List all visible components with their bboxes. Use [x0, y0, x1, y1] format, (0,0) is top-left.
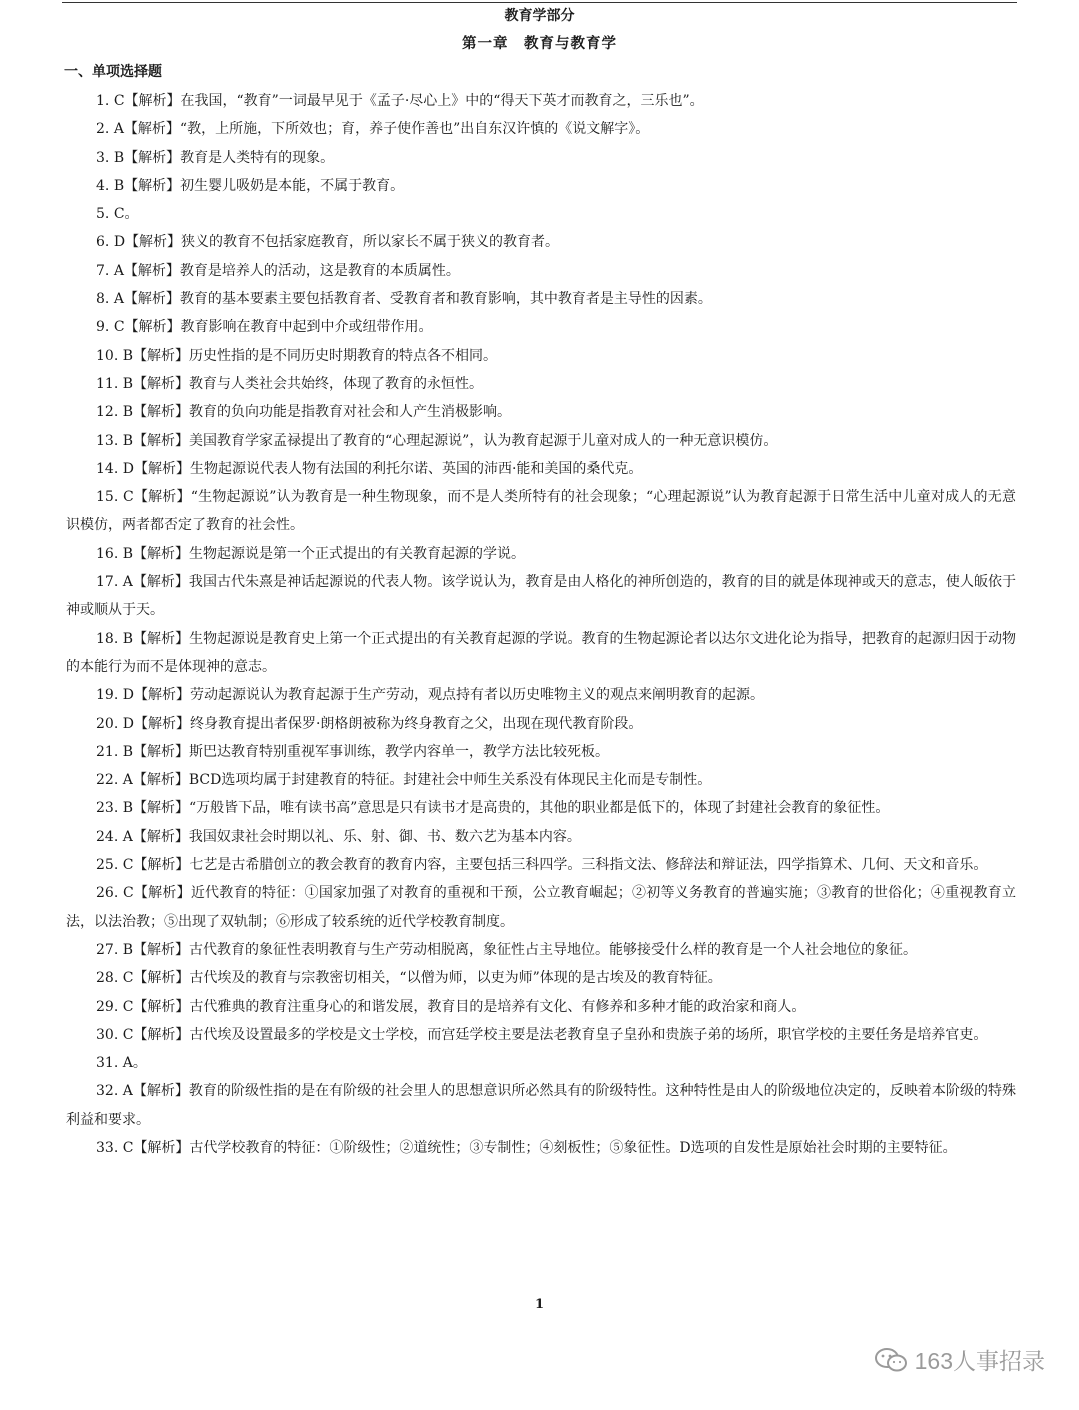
answer-number: 23.	[96, 800, 119, 817]
answer-number: 29.	[96, 998, 119, 1015]
section-title: 一、单项选择题	[64, 64, 162, 80]
answer-item	[66, 483, 1016, 540]
answer-text: B【解析】教育是人类特有的现象。	[113, 149, 335, 166]
answer-number: 25.	[96, 857, 119, 874]
answer-number: 20.	[96, 715, 119, 732]
answer-item	[66, 625, 1016, 682]
page-number: 1	[534, 1297, 545, 1312]
answer-text: B【解析】初生婴儿吸奶是本能，不属于教育。	[113, 177, 405, 194]
answer-text: D【解析】狭义的教育不包括家庭教育，所以家长不属于狭义的教育者。	[113, 234, 560, 251]
answer-item	[66, 710, 1016, 738]
answer-number: 4.	[96, 177, 110, 194]
answer-number: 17.	[96, 574, 119, 591]
answer-text: C【解析】教育影响在教育中起到中介或纽带作用。	[113, 319, 433, 336]
answer-number: 19.	[96, 687, 119, 704]
answer-number: 2.	[96, 121, 110, 138]
answer-text: C【解析】古代雅典的教育注重身心的和谐发展，教育目的是培养有文化、有修养和多种才能的政治家和商人。	[122, 998, 806, 1015]
answer-text: C【解析】“生物起源说”认为教育是一种生物现象，而不是人类所特有的社会现象；“心理起源说”认为教育起源于日常生活中儿童对成人的无意识模仿，两者都否定了教育的社会性。	[66, 489, 1016, 534]
answer-item	[66, 1077, 1016, 1134]
answer-item	[66, 993, 1016, 1021]
answer-item	[66, 398, 1016, 426]
answer-text: C【解析】近代教育的特征：①国家加强了对教育的重视和干预，公立教育崛起；②初等义务教育的普遍实施；③教育的世俗化；④重视教育立法，以法治教；⑤出现了双轨制；⑥形成了较系统的近代学校教育制度。	[66, 885, 1016, 930]
answer-number: 32.	[96, 1083, 119, 1100]
answer-text: C。	[113, 206, 139, 223]
answer-item	[66, 455, 1016, 483]
answer-number: 21.	[96, 743, 119, 760]
answer-number: 7.	[96, 262, 110, 279]
answer-item	[66, 823, 1016, 851]
answer-item	[66, 257, 1016, 285]
answer-text: D【解析】终身教育提出者保罗·朗格朗被称为终身教育之父，出现在现代教育阶段。	[122, 715, 643, 732]
answer-number: 31.	[96, 1055, 119, 1072]
answer-item	[66, 540, 1016, 568]
answer-text: B【解析】教育与人类社会共始终，体现了教育的永恒性。	[122, 375, 484, 392]
answer-number: 15.	[96, 489, 119, 506]
top-rule	[62, 2, 1017, 3]
answer-text: D【解析】生物起源说代表人物有法国的利托尔诺、英国的沛西·能和美国的桑代克。	[122, 460, 643, 477]
answer-text: B【解析】斯巴达教育特别重视军事训练，教学内容单一，教学方法比较死板。	[122, 743, 610, 760]
answer-number: 6.	[96, 234, 110, 251]
answer-text: A。	[122, 1055, 147, 1072]
answer-number: 33.	[96, 1139, 119, 1156]
answer-item	[66, 738, 1016, 766]
answer-number: 16.	[96, 545, 119, 562]
answer-item	[66, 200, 1016, 228]
document-title: 教育学部分	[504, 8, 575, 24]
answer-number: 1.	[96, 93, 110, 109]
answer-text: B【解析】历史性指的是不同历史时期教育的特点各不相同。	[122, 347, 498, 364]
answer-number: 8.	[96, 291, 110, 308]
answer-item	[66, 794, 1016, 822]
answer-item	[66, 228, 1016, 256]
watermark	[873, 1343, 1045, 1376]
answer-number: 12.	[96, 404, 119, 421]
answer-item	[66, 370, 1016, 398]
answer-item	[66, 681, 1016, 709]
answer-number: 27.	[96, 941, 119, 958]
answer-text: D【解析】劳动起源说认为教育起源于生产劳动，观点持有者以历史唯物主义的观点来阐明教育的起源。	[122, 687, 764, 704]
answer-list	[66, 87, 1016, 1162]
answer-number: 28.	[96, 970, 119, 987]
answer-number: 5.	[96, 206, 110, 223]
answer-item	[66, 766, 1016, 794]
answer-item	[66, 144, 1016, 172]
answer-number: 24.	[96, 828, 119, 845]
answer-text: A【解析】教育的基本要素主要包括教育者、受教育者和教育影响，其中教育者是主导性的因素。	[113, 291, 712, 308]
answer-number: 10.	[96, 347, 119, 364]
answer-item	[66, 1134, 1016, 1162]
answer-text: B【解析】古代教育的象征性表明教育与生产劳动相脱离，象征性占主导地位。能够接受什么样的教育是一个人社会地位的象征。	[122, 941, 918, 958]
answer-item	[66, 879, 1016, 936]
answer-text: A【解析】“教，上所施，下所效也；育，养子使作善也”出自东汉许慎的《说文解字》。	[113, 121, 650, 138]
answer-item	[66, 1021, 1016, 1049]
answer-number: 26.	[96, 885, 119, 902]
watermark-text: 163人事招录	[914, 1348, 1045, 1374]
chapter-title: 第一章 教育与教育学	[462, 35, 617, 52]
answer-number: 9.	[96, 319, 110, 336]
answer-text: A【解析】我国古代朱熹是神话起源说的代表人物。该学说认为，教育是由人格化的神所创造的，教育的目的就是体现神或天的意志，使人皈依于神或顺从于天。	[66, 574, 1016, 619]
answer-text: B【解析】美国教育学家孟禄提出了教育的“心理起源说”，认为教育起源于儿童对成人的一种无意识模仿。	[122, 432, 778, 449]
answer-item	[66, 936, 1016, 964]
answer-number: 3.	[96, 149, 110, 166]
answer-text: A【解析】我国奴隶社会时期以礼、乐、射、御、书、数六艺为基本内容。	[122, 828, 581, 845]
answer-text: B【解析】生物起源说是第一个正式提出的有关教育起源的学说。	[122, 545, 526, 562]
answer-item	[66, 313, 1016, 341]
answer-item	[66, 568, 1016, 625]
wechat-icon	[873, 1346, 909, 1374]
answer-text: A【解析】教育的阶级性指的是在有阶级的社会里人的思想意识所必然具有的阶级特性。这种特性是由人的阶级地位决定的，反映着本阶级的特殊利益和要求。	[66, 1083, 1016, 1128]
answer-text: A【解析】BCD选项均属于封建教育的特征。封建社会中师生关系没有体现民主化而是专制性。	[122, 772, 712, 789]
answer-text: C【解析】古代埃及设置最多的学校是文士学校，而宫廷学校主要是法老教育皇子皇孙和贵族子弟的场所，职官学校的主要任务是培养官吏。	[122, 1026, 988, 1043]
answer-number: 22.	[96, 772, 119, 789]
answer-text: B【解析】生物起源说是教育史上第一个正式提出的有关教育起源的学说。教育的生物起源论者以达尔文进化论为指导，把教育的起源归因于动物的本能行为而不是体现神的意志。	[66, 630, 1016, 675]
answer-text: C【解析】古代学校教育的特征：①阶级性；②道统性；③专制性；④刻板性；⑤象征性。D选项的自发性是原始社会时期的主要特征。	[122, 1139, 957, 1156]
answer-text: A【解析】教育是培养人的活动，这是教育的本质属性。	[113, 262, 460, 279]
answer-text: C【解析】七艺是古希腊创立的教会教育的教育内容，主要包括三科四学。三科指文法、修辞法和辩证法，四学指算术、几何、天文和音乐。	[122, 857, 988, 874]
answer-item	[66, 427, 1016, 455]
answer-item	[66, 87, 1016, 115]
answer-number: 14.	[96, 460, 119, 477]
answer-text: C【解析】在我国，“教育”一词最早见于《孟子·尽心上》中的“得天下英才而教育之，三乐也”。	[113, 93, 704, 109]
answer-item	[66, 172, 1016, 200]
answer-text: B【解析】教育的负向功能是指教育对社会和人产生消极影响。	[122, 404, 512, 421]
answer-number: 18.	[96, 630, 119, 647]
answer-text: B【解析】“万般皆下品，唯有读书高”意思是只有读书才是高贵的，其他的职业都是低下的，体现了封建社会教育的象征性。	[122, 800, 890, 817]
answer-number: 30.	[96, 1026, 119, 1043]
answer-number: 13.	[96, 432, 119, 449]
answer-item	[66, 342, 1016, 370]
answer-number: 11.	[96, 375, 119, 392]
answer-item	[66, 964, 1016, 992]
answer-item	[66, 1049, 1016, 1077]
answer-item	[66, 851, 1016, 879]
answer-item	[66, 115, 1016, 143]
answer-text: C【解析】古代埃及的教育与宗教密切相关，“以僧为师，以吏为师”体现的是古埃及的教育特征。	[122, 970, 722, 987]
answer-item	[66, 285, 1016, 313]
